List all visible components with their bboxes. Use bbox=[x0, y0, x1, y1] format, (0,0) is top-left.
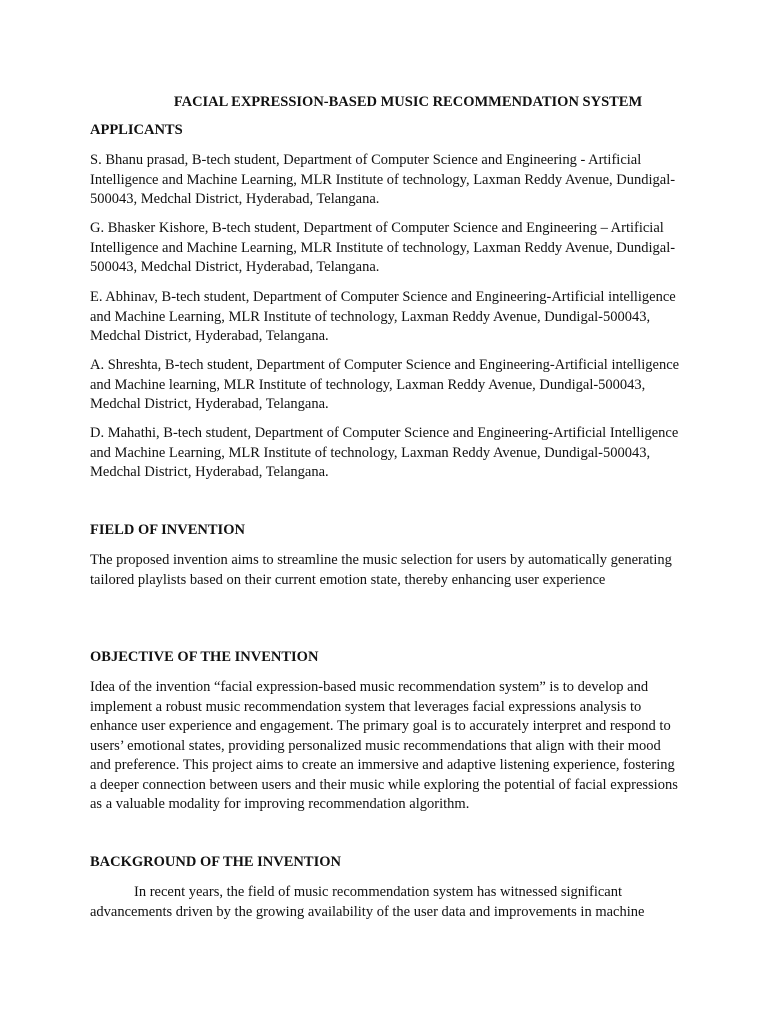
applicant-entry-1: S. Bhanu prasad, B-tech student, Department of Computer Science and Engineering - Artificial Intelligence and Machine Learning, MLR Institute of technology, Laxman Reddy Avenue, Dundigal-500043, Medchal District, Hyderabad, Telangana. bbox=[90, 152, 676, 207]
objective-heading: OBJECTIVE OF THE INVENTION bbox=[90, 649, 319, 665]
applicant-entry-2: G. Bhasker Kishore, B-tech student, Department of Computer Science and Engineering – Artificial Intelligence and Machine Learning, MLR Institute of technology, Laxman Reddy Avenue, Dundigal-500043, Medchal District, Hyderabad, Telangana. bbox=[90, 220, 676, 275]
applicant-entry-4: A. Shreshta, B-tech student, Department of Computer Science and Engineering-Artificial intelligence and Machine learning, MLR Institute of technology, Laxman Reddy Avenue, Dundigal-500043, Medchal District, Hyderabad, Telangana. bbox=[90, 357, 680, 412]
applicant-entry-5: D. Mahathi, B-tech student, Department of Computer Science and Engineering-Artificial Intelligence and Machine Learning, MLR Institute of technology, Laxman Reddy Avenue, Dundigal-500043, Medchal District, Hyderabad, Telangana. bbox=[90, 425, 679, 480]
background-text: In recent years, the field of music recommendation system has witnessed significant advancements driven by the growing availability of the user data and improvements in machine bbox=[90, 884, 645, 920]
background-heading: BACKGROUND OF THE INVENTION bbox=[90, 854, 341, 870]
document-title: FACIAL EXPRESSION-BASED MUSIC RECOMMENDATION SYSTEM bbox=[173, 94, 643, 110]
field-of-invention-text: The proposed invention aims to streamline the music selection for users by automatically generating tailored playlists based on their current emotion state, thereby enhancing user experience bbox=[90, 552, 672, 588]
applicant-entry-3: E. Abhinav, B-tech student, Department of Computer Science and Engineering-Artificial intelligence and Machine Learning, MLR Institute of technology, Laxman Reddy Avenue, Dundigal-500043, Medchal District, Hyderabad, Telangana. bbox=[90, 289, 676, 344]
field-of-invention-heading: FIELD OF INVENTION bbox=[90, 522, 245, 538]
objective-text: Idea of the invention “facial expression-based music recommendation system” is to develop and implement a robust music recommendation system that leverages facial expressions analysis to enhance user experience and engagement. The primary goal is to accurately interpret and respond to users’ emotional states, providing personalized music recommendations that align with their mood and preference. This project aims to create an immersive and adaptive listening experience, fostering a deeper connection between users and their music while exploring the potential of facial expressions as a valuable modality for improving recommendation algorithm. bbox=[90, 679, 678, 812]
applicants-heading: APPLICANTS bbox=[90, 122, 183, 138]
